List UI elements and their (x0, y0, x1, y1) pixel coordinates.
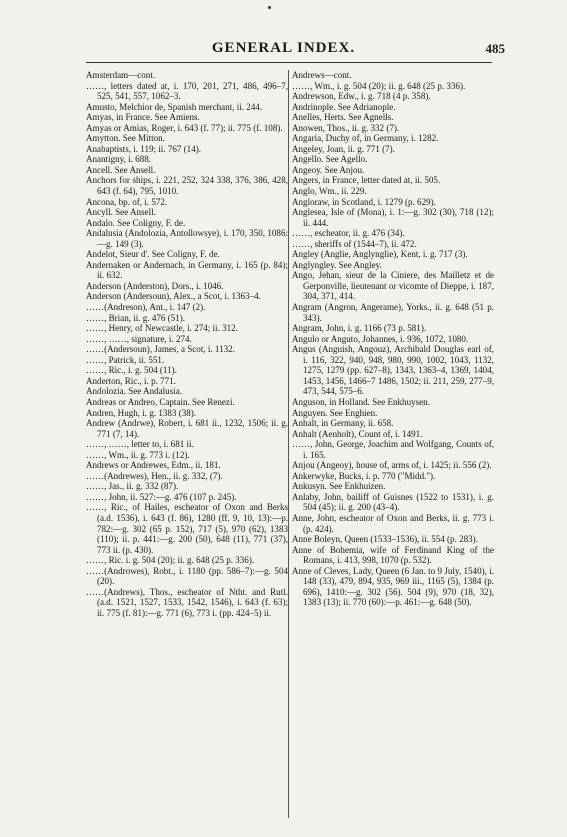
index-entry: Angram (Angron, Angerame), Yorks., ii. g. 648 (51 p. 343). (292, 302, 494, 323)
column-divider (288, 70, 289, 818)
index-entry: Andalo. See Coligny, F. de. (86, 217, 186, 228)
index-entry: Ankerwyke, Bucks, i. p. 770 ("Midd."). (292, 470, 436, 481)
index-entry: Angley (Anglie, Anglynglie), Kent, i. g. 717 (3). (292, 249, 468, 260)
index-entry: ……, Jas., ii. g. 332 (87). (86, 481, 179, 492)
index-entry: Angus (Anguish, Angouz), Archibald Douglas earl of, i. 116, 322, 940, 948, 980, 990, 1002, 1043, 1132, 1275, 1279 (pp. 627–8), 1343, 1363–4, 1369, 1404, 1453, 1456, 1466–7 1486, 1502; ii. 211, 259, 277–9, 473, 544, 575–6. (292, 344, 494, 397)
index-entry: Amyas, in France. See Amiens. (86, 112, 200, 123)
index-entry: Anhalt, in Germany, ii. 658. (292, 418, 394, 429)
index-entry: Anelles, Herts. See Agnells. (292, 112, 394, 123)
index-entry: Ango, Jehan, sieur de la Ciniere, des Mailletz et de Gerponville, lieutenant or vicomte of Dieppe, i. 187, 304, 371, 414. (292, 270, 494, 302)
index-entry: ……(Andersoun), James, a Scot, i. 1132. (86, 344, 235, 355)
index-entry: Amytton. See Mitton. (86, 133, 165, 144)
index-entry: Ancell. See Ansell. (86, 164, 156, 175)
index-entry: ……, John, ii. 527:—g. 476 (107 p. 245). (86, 491, 237, 502)
index-entry: Anjou (Angeoy), house of, arms of, i. 1425; ii. 556 (2). (292, 460, 492, 471)
index-entry: Anowen, Thos., ii. g. 332 (7). (292, 122, 400, 133)
index-entry: Andreas or Andreo, Captain. See Renezi. (86, 396, 235, 407)
index-entry: Angers, in France, letter dated at, ii. 505. (292, 175, 441, 186)
header-rule (86, 62, 492, 63)
index-entry: Anabaptists, i. 119; ii. 767 (14). (86, 143, 202, 154)
index-entry: ……, Henry, of Newcastle, i. 274; ii. 312. (86, 323, 238, 334)
page-header (0, 40, 567, 62)
index-entry: Andrews—cont. (292, 70, 352, 80)
index-entry: Anderton, Ric., i. p. 771. (86, 375, 176, 386)
index-column-left (86, 70, 288, 618)
index-entry: Andrewson, Edw., i. g. 718 (4 p. 358). (292, 91, 431, 102)
index-entry: Angram, John, i. g. 1166 (73 p. 581). (292, 323, 427, 334)
index-entry: ……, Ric., i. g. 504 (11). (86, 365, 177, 376)
index-entry: Anglo, Wm., ii. 229. (292, 186, 367, 197)
index-entry: Andrew (Andrwe), Robert, i. 681 ii., 1232, 1506; ii. g. 771 (7, 14). (86, 418, 288, 439)
index-entry: Anderson (Andersoun), Alex., a Scot, i. 1363–4. (86, 291, 261, 302)
index-entry: Amyas or Amias, Roger, i. 643 (f. 77); ii. 775 (f. 108). (86, 122, 283, 133)
index-entry: ……, Patrick, ii. 551. (86, 354, 165, 365)
index-entry: Anne Boleyn, Queen (1533–1536), ii. 554 (p. 283). (292, 534, 478, 545)
index-entry: ……, Wm., i. g. 504 (20); ii. g. 648 (25 p. 336). (292, 80, 466, 91)
index-entry: Andalusia (Andolozia, Antollowsye), i. 170, 350, 1086:—g. 149 (3). (86, 228, 288, 249)
index-entry: Anguson, in Holland. See Enkhuysen. (292, 396, 430, 407)
index-entry: Ancona, bp. of, i. 572. (86, 196, 168, 207)
index-entry: Anglesea, Isle of (Mona), i. 1:—g. 302 (30), 718 (12); ii. 444. (292, 207, 494, 228)
index-entry: ……, John, George, Joachim and Wolfgang, Counts of, i. 165. (292, 439, 494, 460)
index-column-right (292, 70, 494, 608)
index-entry: Anhalt (Aenholt), Count of, i. 1491. (292, 428, 423, 439)
index-entry: ……, Ric. i. g. 504 (20); ii. g. 648 (25 p. 336). (86, 555, 255, 566)
page-number: 485 (485, 41, 505, 56)
index-entry: Andelot, Sieur d'. See Coligny, F. de. (86, 249, 220, 260)
index-entry: Anglyngley. See Angley. (292, 259, 382, 270)
index-entry: Andernaken or Andernach, in Germany, i. 165 (p. 84); ii. 632. (86, 259, 288, 281)
index-entry: Ankusyn. See Enkhuizen. (292, 481, 386, 492)
index-entry: Anantigny, i. 688. (86, 154, 151, 165)
index-entry: ……, Ric., of Hailes, escheator of Oxon and Berks (a.d. 1536), i. 643 (f. 86), 1280 (ff. 9, 10, 13):—p. 782:—g. 302 (65 p. 152), 717 (5), 970 (62), 1383 (110); ii. p. 441:—g. 200 (50), 648 (11), 771 (37), 773 ii. (p. 430). (86, 502, 288, 555)
index-entry: ……(Andreson), Ant., i. 147 (2). (86, 302, 206, 313)
index-entry: ……(Androwes), Robt., i. 1180 (pp. 586–7):—g. 504 (20). (86, 565, 288, 587)
index-entry: ……, ……, signature, i. 274. (86, 333, 192, 344)
index-entry: ……, escheator, ii. g. 476 (34). (292, 228, 405, 239)
index-entry: Ancyll. See Ansell. (86, 207, 156, 218)
index-entry: ……, sheriffs of (1544–7), ii. 472. (292, 238, 417, 249)
index-entry: Angello. See Agello. (292, 154, 368, 165)
index-entry: ……(Andrews), Thos., escheator of Ntht. and Rutl. (a.d. 1521, 1527, 1533, 1542, 1546), i. 643 (f. 63); ii. 775 (f. 81):—g. 771 (6), 773 i. (pp. 424–5) ii. (86, 586, 288, 618)
index-entry: Angaria, Duchy of, in Germany, i. 1282. (292, 133, 439, 144)
index-entry: Anderson (Anderston), Dors., i. 1046. (86, 280, 224, 291)
index-entry: Amsterdam—cont. (86, 70, 156, 80)
index-entry: ……, letters dated at, i. 170, 201, 271, 486, 496–7, 525, 541, 557, 1062–3. (86, 80, 288, 102)
index-entry: Anchors for ships, i. 221, 252, 324 338, 376, 386, 428, 643 (f. 64), 795, 1010. (86, 175, 288, 197)
index-entry: Anguyen. See Enghien. (292, 407, 378, 418)
running-title: GENERAL INDEX. (211, 40, 356, 56)
index-entry: ……, ……, letter to, i. 681 ii. (86, 439, 194, 450)
index-entry: Anne of Cleves, Lady, Queen (6 Jan. to 9 July, 1540), i. 148 (33), 479, 894, 935, 969 iii., 1165 (5), 1384 (p. 696), 1410:—g. 302 (56). 504 (9), 970 (18, 32), 1383 (13); ii. 770 (60):—p. 461:—g. 648 (50). (292, 565, 494, 608)
index-entry: Angloraw, in Scotland, i. 1279 (p. 629). (292, 196, 436, 207)
index-entry: Anlaby, John, bailiff of Guisnes (1522 to 1531), i. g. 504 (45); ii. g. 200 (43–4). (292, 491, 494, 513)
index-entry: Andolozia. See Andalusia. (86, 386, 182, 397)
index-entry: Amusto, Melchior de, Spanish merchant, ii. 244. (86, 101, 263, 112)
index-entry: ……, Brian, ii. g. 476 (51). (86, 312, 186, 323)
index-entry: Andrews or Andrewes, Edm., ii. 181. (86, 460, 221, 471)
index-entry: Anne, John, escheator of Oxon and Berks, ii. g. 773 i. (p. 424). (292, 512, 494, 534)
index-entry: ……(Andrewes), Hen., ii. g. 332, (7). (86, 470, 223, 481)
index-entry: Angulo or Anguto, Johannes, i. 936, 1072, 1080. (292, 333, 469, 344)
index-entry: Angeoy. See Anjou. (292, 164, 365, 175)
ink-dot (268, 6, 271, 9)
index-entry: ……, Wm., ii. g. 773 i. (12). (86, 449, 190, 460)
index-entry: Andrinople. See Adrianople. (292, 101, 396, 112)
index-entry: Angeley, Joan, ii. g. 771 (7). (292, 143, 395, 154)
index-entry: Andren, Hugh, i. g. 1383 (38). (86, 407, 197, 418)
index-entry: Anne of Bohemia, wife of Ferdinand King of the Romans, i. 413, 998, 1070 (p. 532). (292, 544, 494, 566)
